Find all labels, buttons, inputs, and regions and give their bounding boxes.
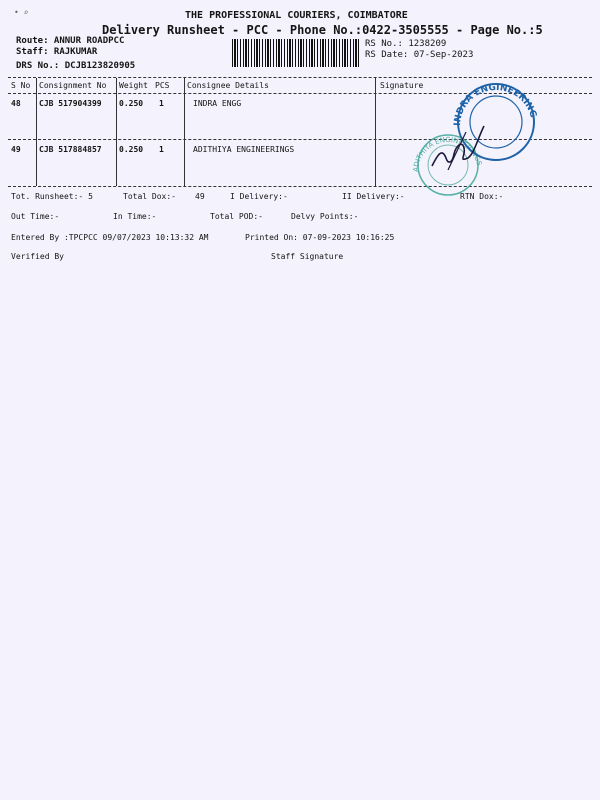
table-row-sno: 48 <box>11 99 21 108</box>
rs-date: RS Date: 07-Sep-2023 <box>365 50 474 60</box>
col-header-consignment: Consignment No <box>39 81 107 90</box>
route-label: Route: ANNUR ROADPCC <box>16 36 125 46</box>
table-row-consignment: CJB 517884857 <box>39 145 102 154</box>
rs-number: RS No.: 1238209 <box>365 39 447 49</box>
table-row-weight: 0.250 <box>119 99 144 108</box>
ii-delivery: II Delivery:- <box>342 192 405 201</box>
total-dox-value: 49 <box>195 192 205 201</box>
col-divider <box>116 78 117 186</box>
table-row-pcs: 1 <box>159 99 164 108</box>
table-row-consignee: ADITHIYA ENGINEERINGS <box>193 145 295 154</box>
col-divider <box>36 78 37 186</box>
col-header-weight: Weight <box>119 81 148 90</box>
col-header-pcs: PCS <box>155 81 170 90</box>
col-header-sno: S No <box>11 81 31 90</box>
out-time: Out Time:- <box>11 212 60 221</box>
rtn-dox: RTN Dox:- <box>460 192 504 201</box>
company-title: THE PROFESSIONAL COURIERS, COIMBATORE <box>185 10 408 21</box>
corner-mark: • ⌕ <box>14 8 29 17</box>
delvy-points: Delvy Points:- <box>291 212 359 221</box>
table-row-weight: 0.250 <box>119 145 144 154</box>
in-time: In Time:- <box>113 212 157 221</box>
table-bottom-rule <box>8 186 592 187</box>
table-row-consignment: CJB 517904399 <box>39 99 102 108</box>
col-header-signature: Signature <box>380 81 424 90</box>
svg-text:INDRA ENGINEERING: INDRA ENGINEERING <box>452 82 538 127</box>
barcode <box>232 39 360 67</box>
col-divider <box>375 78 376 186</box>
runsheet-subtitle: Delivery Runsheet - PCC - Phone No.:0422-3505555 - Page No.:5 <box>102 23 543 37</box>
col-divider <box>184 78 185 186</box>
handwritten-signature <box>428 118 488 178</box>
entered-by: Entered By :TPCPCC 09/07/2023 10:13:32 AM <box>11 233 209 242</box>
verified-by: Verified By <box>11 252 64 261</box>
table-row-sno: 49 <box>11 145 21 154</box>
staff-signature: Staff Signature <box>271 252 344 261</box>
total-pod: Total POD:- <box>210 212 263 221</box>
col-header-consignee: Consignee Details <box>187 81 269 90</box>
tot-runsheet: Tot. Runsheet:- 5 <box>11 192 93 201</box>
drs-number: DRS No.: DCJB123820905 <box>16 61 136 71</box>
printed-on: Printed On: 07-09-2023 10:16:25 <box>245 233 395 242</box>
i-delivery: I Delivery:- <box>230 192 288 201</box>
total-dox-label: Total Dox:- <box>123 192 176 201</box>
svg-text:ADITHIYA ENGINEERINGS: ADITHIYA ENGINEERINGS <box>411 135 484 173</box>
table-row-pcs: 1 <box>159 145 164 154</box>
table-row-consignee: INDRA ENGG <box>193 99 242 108</box>
staff-label: Staff: RAJKUMAR <box>16 47 98 57</box>
